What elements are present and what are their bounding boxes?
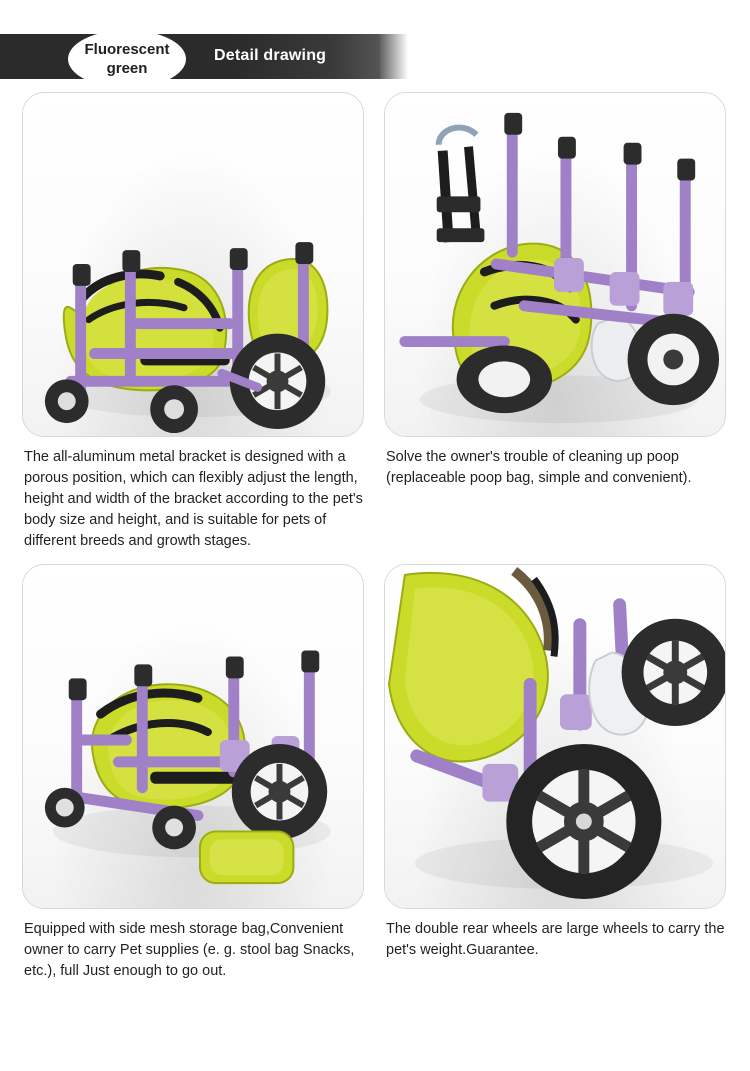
detail-grid bbox=[0, 92, 750, 982]
caption-rear-wheels: The double rear wheels are large wheels to carry the pet's weight.Guarantee. bbox=[386, 921, 725, 958]
photo-pet-wheelchair-side-view[interactable] bbox=[22, 92, 364, 437]
grid-row-2 bbox=[22, 564, 728, 982]
pet-wheelchair-rear-harness-view-illustration bbox=[385, 93, 725, 436]
grid-row-1 bbox=[22, 92, 728, 552]
photo-pet-wheelchair-rear-harness-view[interactable] bbox=[384, 92, 726, 437]
header bbox=[0, 0, 750, 92]
card-storage-bag bbox=[22, 564, 364, 982]
color-badge: Fluorescent green bbox=[68, 30, 186, 88]
caption-bracket: The all-aluminum metal bracket is designed with a porous position, which can flexibly adjust the length, height and width of the bracket according to the pet's body size and height, and is suitable for pets of different breeds and growth stages. bbox=[24, 449, 363, 549]
card-bracket bbox=[22, 92, 364, 552]
photo-pet-wheelchair-double-rear-wheels-closeup[interactable] bbox=[384, 564, 726, 909]
photo-pet-wheelchair-with-mesh-storage-bag[interactable] bbox=[22, 564, 364, 909]
tab-detail-drawing[interactable]: Detail drawing bbox=[214, 47, 327, 64]
header-bar-fade bbox=[378, 34, 408, 79]
caption-poop-bag: Solve the owner's trouble of cleaning up poop (replaceable poop bag, simple and convenient). bbox=[386, 449, 692, 486]
pet-wheelchair-side-view-illustration bbox=[23, 93, 363, 436]
card-rear-wheels bbox=[384, 564, 726, 961]
double-rear-wheels-illustration bbox=[385, 565, 725, 908]
card-poop-bag bbox=[384, 92, 726, 489]
pet-wheelchair-storage-bag-illustration bbox=[23, 565, 363, 908]
caption-storage-bag: Equipped with side mesh storage bag,Convenient owner to carry Pet supplies (e. g. stool bag Snacks, etc.), full Just enough to go out. bbox=[24, 921, 355, 979]
